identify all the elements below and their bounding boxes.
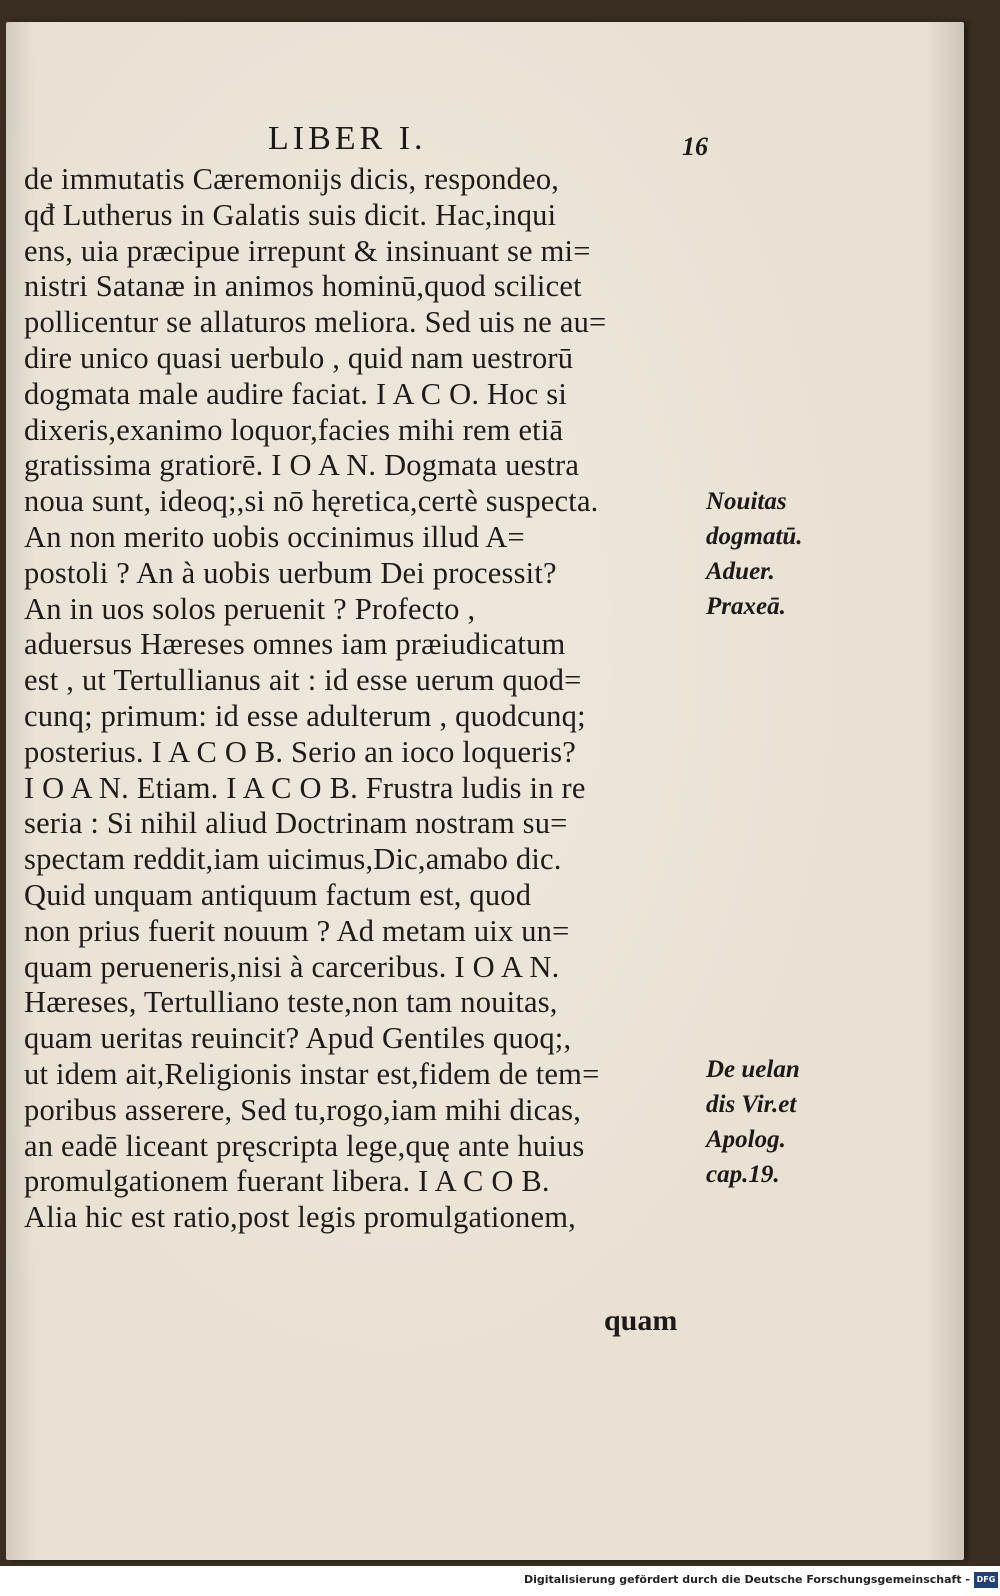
text-line: An non merito uobis occinimus illud A= (24, 519, 525, 554)
book-page (6, 22, 964, 1560)
margin-note-nouitas (706, 484, 803, 624)
text-line: Alia hic est ratio,post legis promulgationem, (24, 1200, 576, 1235)
text-line: I O A N. Etiam. I A C O B. Frustra ludis in re (24, 770, 586, 805)
text-line: poribus asserere, Sed tu,rogo,iam mihi dicas, (24, 1092, 582, 1127)
text-line: promulgationem fuerant libera. I A C O B. (24, 1164, 550, 1199)
text-line: noua sunt, ideoq;,si nō hęretica,certè suspecta. (24, 484, 599, 519)
text-line: quam perueneris,nisi à carceribus. I O A N. (24, 949, 560, 984)
text-line: ens, uia præcipue irrepunt & insinuant se mi= (24, 233, 591, 268)
text-line: nistri Satanæ in animos hominū,quod scilicet (24, 269, 582, 304)
text-line: posterius. I A C O B. Serio an ioco loqueris? (24, 734, 577, 769)
text-line: dixeris,exanimo loquor,facies mihi rem etiā (24, 412, 564, 447)
margin-note-line: dogmatū. (706, 523, 803, 550)
margin-note-line: Nouitas (706, 488, 787, 515)
text-line: qđ Lutherus in Galatis suis dicit. Hac,inqui (24, 197, 557, 232)
text-line: de immutatis Cæremonijs dicis, respondeo, (24, 162, 560, 196)
margin-note-de-uelandis (706, 1052, 800, 1192)
folio-number: 16 (682, 132, 708, 161)
text-line: Hæreses, Tertulliano teste,non tam nouitas, (24, 985, 558, 1020)
text-line: dire unico quasi uerbulo , quid nam uestrorū (24, 340, 574, 375)
text-line: seria : Si nihil aliud Doctrinam nostram su= (24, 806, 568, 841)
text-line: spectam reddit,iam uicimus,Dic,amabo dic. (24, 842, 562, 877)
margin-note-line: Aduer. (706, 558, 775, 585)
text-line: ut idem ait,Religionis instar est,fidem de tem= (24, 1056, 600, 1091)
text-line: non prius fuerit nouum ? Ad metam uix un= (24, 913, 570, 948)
text-line: aduersus Hæreses omnes iam præiudicatum (24, 627, 566, 662)
text-line: pollicentur se allaturos meliora. Sed uis ne au= (24, 305, 607, 340)
text-line: An in uos solos peruenit ? Profecto , (24, 591, 476, 626)
margin-note-line: Praxeā. (706, 593, 786, 620)
main-text-block (24, 162, 714, 1236)
running-header: LIBER I. (268, 120, 427, 157)
funding-credit: Digitalisierung gefördert durch die Deutsche Forschungsgemeinschaft - (523, 1573, 970, 1586)
margin-note-line: dis Vir.et (706, 1091, 797, 1118)
text-line: cunq; primum: id esse adulterum , quodcunq; (24, 698, 586, 733)
text-line: dogmata male audire faciat. I A C O. Hoc si (24, 376, 568, 411)
footer-bar (0, 1566, 1000, 1596)
text-line: est , ut Tertullianus ait : id esse uerum quod= (24, 663, 582, 698)
text-line: Quid unquam antiquum factum est, quod (24, 877, 532, 912)
dfg-logo: DFG (974, 1572, 998, 1588)
text-line: gratissima gratiorē. I O A N. Dogmata uestra (24, 448, 580, 483)
margin-note-line: cap.19. (706, 1161, 780, 1188)
catchword: quam (604, 1304, 678, 1337)
margin-note-line: De uelan (706, 1056, 800, 1083)
margin-note-line: Apolog. (706, 1126, 786, 1153)
text-line: postoli ? An à uobis uerbum Dei processit? (24, 555, 557, 590)
text-line: quam ueritas reuincit? Apud Gentiles quoq;, (24, 1021, 572, 1056)
text-line: an eadē liceant pręscripta lege,quę ante huius (24, 1128, 585, 1163)
